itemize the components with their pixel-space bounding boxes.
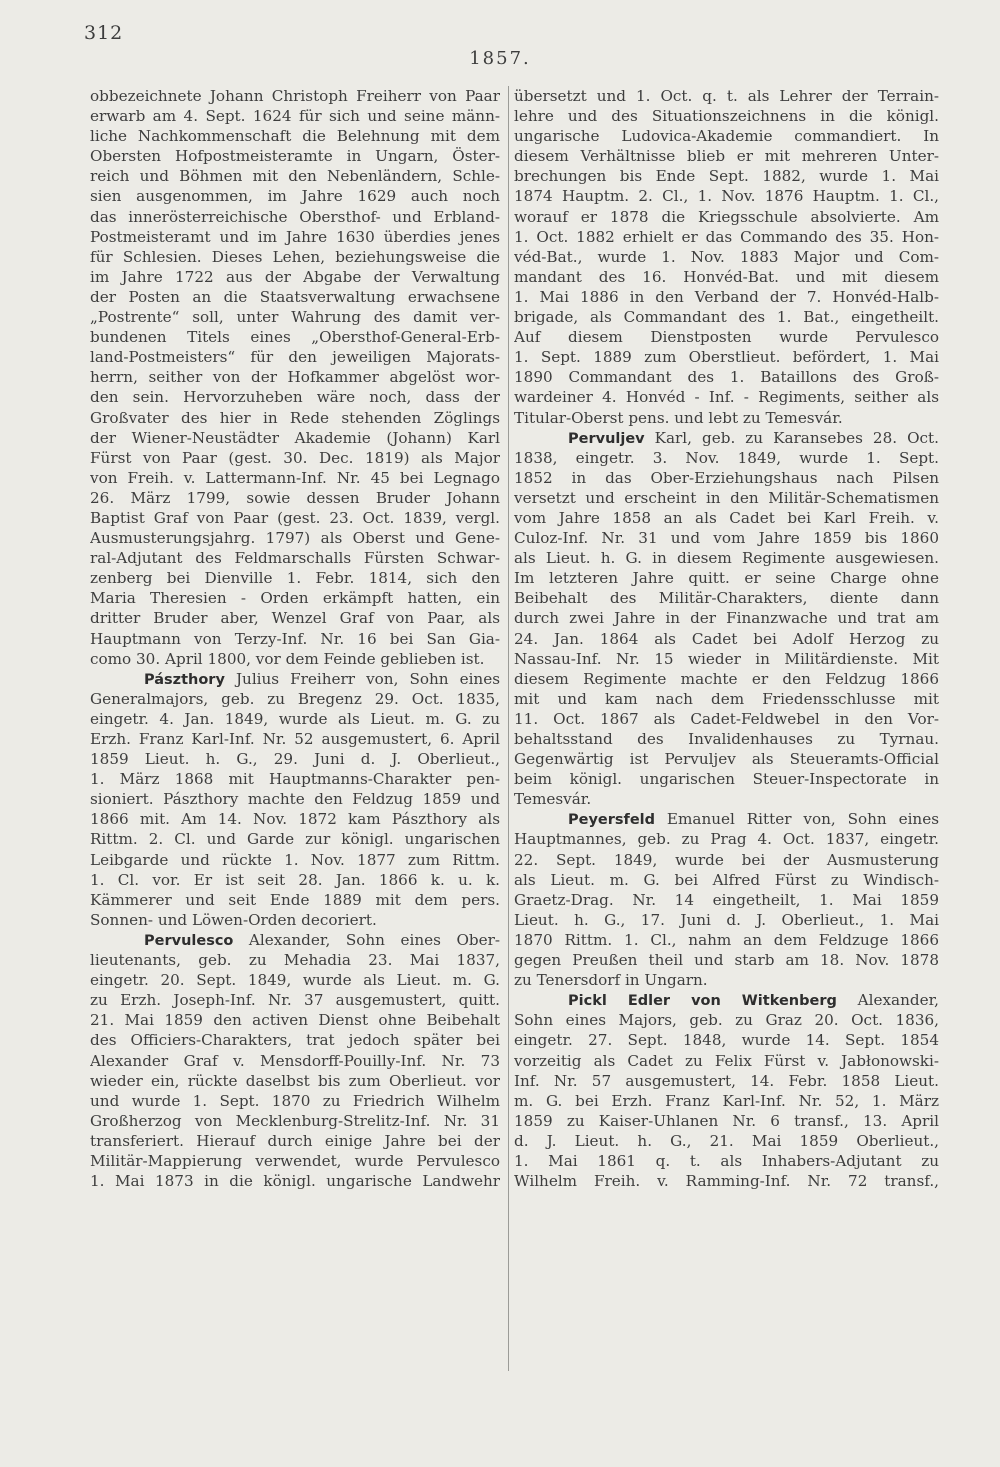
line-text: 1890 Commandant des 1. Bataillons des Groß- — [514, 368, 939, 387]
text-line — [90, 347, 500, 367]
text-line — [90, 1051, 500, 1071]
line-text: mit und kam nach dem Friedensschlusse mit — [514, 689, 939, 708]
line-text: Alexander, Sohn eines Ober- — [233, 930, 500, 949]
line-text: Wilhelm Freih. v. Ramming-Inf. Nr. 72 transf., — [514, 1172, 939, 1191]
text-line — [514, 649, 939, 669]
text-line — [514, 508, 939, 528]
line-text: „Postrente“ soll, unter Wahrung des damit ver- — [90, 308, 500, 327]
line-text: Im letzteren Jahre quitt. er seine Charge ohne — [514, 569, 939, 588]
entry-name: Pickl Edler von Witkenberg — [568, 993, 837, 1010]
text-line — [514, 749, 939, 769]
line-text: und wurde 1. Sept. 1870 zu Friedrich Wilhelm — [90, 1091, 500, 1110]
text-line — [90, 629, 500, 649]
text-line — [514, 1171, 939, 1191]
line-text: 1. Mai 1861 q. t. als Inhabers-Adjutant zu — [514, 1151, 939, 1170]
line-text: das innerösterreichische Obersthof- und Erbland- — [90, 207, 500, 226]
text-line — [514, 106, 939, 126]
line-text: Alexander, — [836, 991, 939, 1010]
text-line — [514, 588, 939, 608]
text-line — [90, 588, 500, 608]
line-text: dritter Bruder aber, Wenzel Graf von Paar, als — [90, 609, 500, 628]
line-text: eingetr. 4. Jan. 1849, wurde als Lieut. m. G. zu — [90, 709, 500, 728]
entry-heading-line — [90, 669, 500, 689]
text-line — [90, 327, 500, 347]
entry-name: Pászthory — [144, 671, 225, 688]
line-text: herrn, seither von der Hofkammer abgelöst wor- — [90, 368, 500, 387]
line-text: Großherzog von Mecklenburg-Strelitz-Inf. Nr. 31 — [90, 1111, 500, 1130]
text-line — [90, 709, 500, 729]
text-line — [514, 1111, 939, 1131]
text-line — [90, 890, 500, 910]
text-line — [90, 1091, 500, 1111]
line-text: 1. Sept. 1889 zum Oberstlieut. befördert, 1. Mai — [514, 348, 939, 367]
line-text: mandant des 16. Honvéd-Bat. und mit diesem — [514, 267, 939, 286]
line-text: versetzt und erscheint in den Militär-Schematismen — [514, 488, 939, 507]
text-line — [514, 367, 939, 387]
entry-name: Pervulesco — [144, 932, 234, 949]
text-line — [90, 367, 500, 387]
line-text: 22. Sept. 1849, wurde bei der Ausmusterung — [514, 850, 939, 869]
text-line — [514, 1091, 939, 1111]
text-line — [90, 86, 500, 106]
text-line — [514, 1010, 939, 1030]
line-text: transferiert. Hierauf durch einige Jahre bei der — [90, 1131, 500, 1150]
line-text: m. G. bei Erzh. Franz Karl-Inf. Nr. 52, 1. März — [514, 1091, 939, 1110]
text-line — [90, 729, 500, 749]
line-text: sien ausgenommen, im Jahre 1629 auch noch — [90, 187, 500, 206]
line-text: obbezeichnete Johann Christoph Freiherr von Paar — [90, 87, 500, 105]
entry-heading-line — [514, 990, 939, 1010]
line-text: sioniert. Pászthory machte den Feldzug 1859 und — [90, 790, 500, 809]
text-line — [90, 950, 500, 970]
line-text: für Schlesien. Dieses Lehen, beziehungsweise die — [90, 247, 500, 266]
text-line — [90, 166, 500, 186]
line-text: Culoz-Inf. Nr. 31 und vom Jahre 1859 bis 1860 — [514, 529, 939, 548]
line-text: lehre und des Situationszeichnens in die königl. — [514, 107, 939, 126]
text-line — [514, 1151, 939, 1171]
line-text: 1852 in das Ober-Erziehungshaus nach Pilsen — [514, 468, 939, 487]
text-line — [514, 970, 939, 990]
line-text: der Wiener-Neustädter Akademie (Johann) Karl — [90, 428, 500, 447]
text-line — [514, 287, 939, 307]
text-line — [90, 387, 500, 407]
line-text: der Posten an die Staatsverwaltung erwachsene — [90, 287, 500, 306]
text-line — [90, 1131, 500, 1151]
line-text: ungarische Ludovica-Akademie commandiert. In — [514, 127, 939, 146]
line-text: Beibehalt des Militär-Charakters, diente dann — [514, 589, 939, 608]
line-text: wieder ein, rückte daselbst bis zum Oberlieut. vor — [90, 1071, 500, 1090]
text-line — [90, 106, 500, 126]
line-text: durch zwei Jahre in der Finanzwache und trat am — [514, 609, 939, 628]
entry-heading-line — [90, 930, 500, 950]
line-text: 1838, eingetr. 3. Nov. 1849, wurde 1. Sept. — [514, 448, 939, 467]
line-text: im Jahre 1722 aus der Abgabe der Verwaltung — [90, 267, 500, 286]
line-text: 1. Mai 1873 in die königl. ungarische Landwehr — [90, 1172, 500, 1191]
text-line — [90, 809, 500, 829]
text-line — [90, 186, 500, 206]
line-text: 1859 zu Kaiser-Uhlanen Nr. 6 transf., 13. April — [514, 1111, 939, 1130]
text-line — [514, 327, 939, 347]
line-text: worauf er 1878 die Kriegsschule absolvierte. Am — [514, 207, 939, 226]
line-text: Titular-Oberst pens. und lebt zu Temesvár. — [514, 408, 843, 427]
line-text: Postmeisteramt und im Jahre 1630 überdies jenes — [90, 227, 500, 246]
text-line — [90, 428, 500, 448]
line-text: 21. Mai 1859 den activen Dienst ohne Beibehalt — [90, 1011, 500, 1030]
line-text: vom Jahre 1858 an als Cadet bei Karl Freih. v. — [514, 508, 939, 527]
text-line — [514, 890, 939, 910]
text-line — [514, 468, 939, 488]
line-text: d. J. Lieut. h. G., 21. Mai 1859 Oberlieut., — [514, 1131, 939, 1150]
text-line — [90, 608, 500, 628]
text-line — [514, 910, 939, 930]
text-line — [514, 629, 939, 649]
line-text: 24. Jan. 1864 als Cadet bei Adolf Herzog zu — [514, 629, 939, 648]
line-text: Sohn eines Majors, geb. zu Graz 20. Oct. 1836, — [514, 1011, 939, 1030]
line-text: Obersten Hofpostmeisteramte in Ungarn, Öster- — [90, 147, 500, 166]
line-text: übersetzt und 1. Oct. q. t. als Lehrer der Terrain- — [514, 87, 939, 105]
text-line — [514, 669, 939, 689]
line-text: 1. Oct. 1882 erhielt er das Commando des 35. Hon- — [514, 227, 939, 246]
text-line — [90, 247, 500, 267]
line-text: Ausmusterungsjahrg. 1797) als Oberst und Gene- — [90, 529, 500, 548]
line-text: Hauptmann von Terzy-Inf. Nr. 16 bei San Gia- — [90, 629, 500, 648]
text-line — [90, 207, 500, 227]
line-text: diesem Verhältnisse blieb er mit mehreren Unter- — [514, 147, 939, 166]
text-line — [90, 850, 500, 870]
text-line — [90, 488, 500, 508]
line-text: als Lieut. m. G. bei Alfred Fürst zu Windisch- — [514, 870, 939, 889]
line-text: brechungen bis Ende Sept. 1882, wurde 1. Mai — [514, 167, 939, 186]
text-line — [90, 126, 500, 146]
line-text: Hauptmannes, geb. zu Prag 4. Oct. 1837, eingetr. — [514, 830, 939, 849]
line-text: von Freih. v. Lattermann-Inf. Nr. 45 bei Legnago — [90, 468, 500, 487]
text-line — [514, 347, 939, 367]
text-line — [514, 488, 939, 508]
line-text: Sonnen- und Löwen-Orden decoriert. — [90, 910, 377, 929]
left-column — [90, 86, 500, 1371]
line-text: 1. Mai 1886 in den Verband der 7. Honvéd-Halb- — [514, 287, 939, 306]
line-text: Gegenwärtig ist Pervuljev als Steueramts-Official — [514, 750, 939, 769]
text-line — [514, 207, 939, 227]
line-text: 1866 mit. Am 14. Nov. 1872 kam Pászthory als — [90, 810, 500, 829]
entry-name: Pervuljev — [568, 430, 645, 447]
text-line — [90, 448, 500, 468]
text-line — [90, 870, 500, 890]
line-text: gegen Preußen theil und starb am 18. Nov. 1878 — [514, 951, 939, 970]
text-line — [514, 608, 939, 628]
line-text: Fürst von Paar (gest. 30. Dec. 1819) als Major — [90, 448, 500, 467]
line-text: zenberg bei Dienville 1. Febr. 1814, sich den — [90, 569, 500, 588]
line-text: bundenen Titels eines „Obersthof-General-Erb- — [90, 328, 500, 347]
text-line — [90, 1071, 500, 1091]
text-line — [514, 950, 939, 970]
text-line — [90, 307, 500, 327]
line-text: Julius Freiherr von, Sohn eines — [224, 669, 500, 688]
line-text: 1. März 1868 mit Hauptmanns-Charakter pen- — [90, 770, 500, 789]
line-text: des Officiers-Charakters, trat jedoch später bei — [90, 1031, 500, 1050]
text-line — [514, 870, 939, 890]
text-line — [514, 1030, 939, 1050]
line-text: Großvater des hier in Rede stehenden Zöglings — [90, 408, 500, 427]
entry-heading-line — [514, 428, 939, 448]
line-text: Kämmerer und seit Ende 1889 mit dem pers. — [90, 890, 500, 909]
line-text: diesem Regimente machte er den Feldzug 1866 — [514, 669, 939, 688]
text-line — [90, 227, 500, 247]
text-line — [514, 166, 939, 186]
line-text: lieutenants, geb. zu Mehadia 23. Mai 1837, — [90, 951, 500, 970]
text-line — [514, 528, 939, 548]
column-divider — [508, 86, 509, 1371]
line-text: zu Tenersdorf in Ungarn. — [514, 971, 708, 990]
line-text: 26. März 1799, sowie dessen Bruder Johann — [90, 488, 500, 507]
line-text: behaltsstand des Invalidenhauses zu Tyrnau. — [514, 730, 939, 748]
right-column — [514, 86, 939, 1371]
text-line — [90, 1010, 500, 1030]
line-text: den sein. Hervorzuheben wäre noch, dass der — [90, 388, 500, 407]
text-line — [514, 729, 939, 749]
line-text: Leibgarde und rückte 1. Nov. 1877 zum Rittm. — [90, 850, 500, 869]
text-line — [90, 789, 500, 809]
text-line — [514, 86, 939, 106]
line-text: Auf diesem Dienstposten wurde Pervulesco — [514, 328, 939, 347]
text-line — [514, 689, 939, 709]
text-line — [514, 829, 939, 849]
text-line — [514, 227, 939, 247]
page-number: 312 — [84, 22, 124, 44]
text-line — [90, 267, 500, 287]
text-line — [90, 1151, 500, 1171]
line-text: vorzeitig als Cadet zu Felix Fürst v. Jabłonowski- — [514, 1051, 939, 1070]
text-line — [514, 769, 939, 789]
line-text: 11. Oct. 1867 als Cadet-Feldwebel in den Vor- — [514, 709, 939, 728]
text-line — [90, 829, 500, 849]
text-line — [514, 548, 939, 568]
line-text: véd-Bat., wurde 1. Nov. 1883 Major und Com- — [514, 247, 939, 266]
text-line — [514, 307, 939, 327]
line-text: Temesvár. — [514, 790, 592, 809]
text-line — [90, 649, 500, 669]
text-line — [514, 789, 939, 809]
text-line — [90, 287, 500, 307]
line-text: eingetr. 20. Sept. 1849, wurde als Lieut. m. G. — [90, 971, 500, 990]
line-text: 1. Cl. vor. Er ist seit 28. Jan. 1866 k. u. k. — [90, 870, 500, 889]
text-line — [514, 850, 939, 870]
line-text: Graetz-Drag. Nr. 14 eingetheilt, 1. Mai 1859 — [514, 890, 939, 909]
entry-name: Peyersfeld — [568, 812, 656, 829]
text-line — [90, 528, 500, 548]
text-line — [90, 769, 500, 789]
line-text: liche Nachkommenschaft die Belehnung mit dem — [90, 127, 500, 146]
text-line — [90, 970, 500, 990]
text-line — [90, 548, 500, 568]
line-text: Inf. Nr. 57 ausgemustert, 14. Febr. 1858 Lieut. — [514, 1071, 939, 1090]
text-line — [90, 408, 500, 428]
line-text: ral-Adjutant des Feldmarschalls Fürsten Schwar- — [90, 549, 500, 568]
text-line — [514, 1131, 939, 1151]
line-text: Militär-Mappierung verwendet, wurde Pervulesco — [90, 1151, 500, 1170]
line-text: eingetr. 27. Sept. 1848, wurde 14. Sept. 1854 — [514, 1031, 939, 1050]
line-text: 1874 Hauptm. 2. Cl., 1. Nov. 1876 Hauptm. 1. Cl., — [514, 187, 939, 206]
text-line — [514, 247, 939, 267]
line-text: Maria Theresien - Orden erkämpft hatten, ein — [90, 589, 500, 608]
text-line — [90, 990, 500, 1010]
line-text: Alexander Graf v. Mensdorff-Pouilly-Inf. Nr. 73 — [90, 1051, 500, 1070]
text-line — [90, 1030, 500, 1050]
line-text: land-Postmeisters“ für den jeweiligen Majorats- — [90, 348, 500, 367]
text-line — [514, 1071, 939, 1091]
line-text: 1870 Rittm. 1. Cl., nahm an dem Feldzuge 1866 — [514, 930, 939, 949]
text-line — [90, 568, 500, 588]
entry-heading-line — [514, 809, 939, 829]
line-text: als Lieut. h. G. in diesem Regimente ausgewiesen. — [514, 549, 939, 568]
text-line — [514, 126, 939, 146]
line-text: Baptist Graf von Paar (gest. 23. Oct. 1839, vergl. — [90, 508, 500, 527]
text-line — [90, 1111, 500, 1131]
line-text: Lieut. h. G., 17. Juni d. J. Oberlieut., 1. Mai — [514, 910, 939, 929]
line-text: beim königl. ungarischen Steuer-Inspectorate in — [514, 770, 939, 789]
text-line — [514, 146, 939, 166]
line-text: como 30. April 1800, vor dem Feinde geblieben ist. — [90, 649, 485, 668]
text-line — [90, 749, 500, 769]
line-text: Karl, geb. zu Karansebes 28. Oct. — [644, 428, 939, 447]
line-text: brigade, als Commandant des 1. Bat., eingetheilt. — [514, 308, 939, 327]
text-line — [514, 709, 939, 729]
page-year-heading: 1857. — [469, 48, 531, 69]
line-text: erwarb am 4. Sept. 1624 für sich und seine männ- — [90, 107, 500, 126]
text-line — [90, 1171, 500, 1191]
text-line — [514, 568, 939, 588]
line-text: Rittm. 2. Cl. und Garde zur königl. ungarischen — [90, 830, 500, 849]
text-line — [90, 689, 500, 709]
text-line — [90, 468, 500, 488]
text-line — [514, 387, 939, 407]
line-text: wardeiner 4. Honvéd - Inf. - Regiments, seither als — [514, 388, 939, 407]
line-text: Nassau-Inf. Nr. 15 wieder in Militärdienste. Mit — [514, 649, 939, 668]
text-line — [90, 910, 500, 930]
text-line — [514, 267, 939, 287]
line-text: Generalmajors, geb. zu Bregenz 29. Oct. 1835, — [90, 689, 500, 708]
text-line — [514, 186, 939, 206]
line-text: reich und Böhmen mit den Nebenländern, Schle- — [90, 167, 500, 186]
text-line — [514, 1051, 939, 1071]
line-text: Erzh. Franz Karl-Inf. Nr. 52 ausgemustert, 6. April — [90, 730, 500, 748]
line-text: zu Erzh. Joseph-Inf. Nr. 37 ausgemustert, quitt. — [90, 991, 500, 1010]
text-line — [514, 448, 939, 468]
text-line — [90, 146, 500, 166]
line-text: 1859 Lieut. h. G., 29. Juni d. J. Oberlieut., — [90, 750, 500, 769]
text-line — [514, 930, 939, 950]
text-line — [90, 508, 500, 528]
line-text: Emanuel Ritter von, Sohn eines — [655, 810, 939, 829]
text-line — [514, 408, 939, 428]
